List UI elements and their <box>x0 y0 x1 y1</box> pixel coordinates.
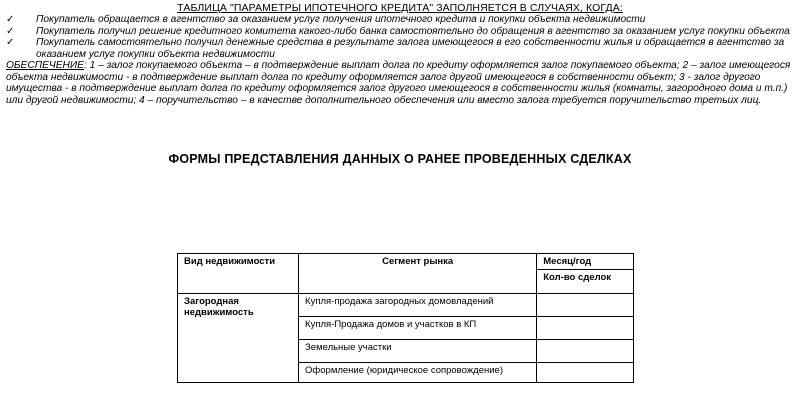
segment-cell: Земельные участки <box>299 340 537 363</box>
deals-table <box>177 253 634 383</box>
segment-cell: Купля-Продажа домов и участков в КП <box>299 317 537 340</box>
segment-cell: Оформление (юридическое сопровождение) <box>299 363 537 383</box>
case-text: Покупатель получил решение кредитного комитета какого-либо банка самостоятельно до обращения в агентство за оказанием услуг покупки объекта <box>36 25 790 37</box>
security-paragraph <box>6 60 794 106</box>
count-cell <box>537 363 634 383</box>
header-market-segment: Сегмент рынка <box>299 254 537 294</box>
count-cell <box>537 294 634 317</box>
header-property-type: Вид недвижимости <box>178 254 299 294</box>
header-deal-count: Кол-во сделок <box>537 270 634 294</box>
security-text: : 1 – залог покупаемого объекта – в подтверждение выплат долга по кредиту оформляется залог покупаемого объекта; 2 – залог имеющегося объекта недвижимости - в подтверждение выплат долга по кредиту оформляется залог другой имеющегося в собственности объект; 3 - залог другого имущества - в подтверждение выплат долга по кредиту оформляется залог другого имеющегося в собственности жилья (комнаты, загородного дома и т.п.) или другой недвижимости; 4 – поручительство – в качестве дополнительного обеспечения или вместо залога требуется поручительство третьих лиц. <box>6 60 791 106</box>
header-month-year: Месяц/год <box>537 254 634 270</box>
case-text: Покупатель обращается в агентство за оказанием услуг получения ипотечного кредита и покупки объекта недвижимости <box>36 14 646 25</box>
document-body <box>6 2 794 106</box>
case-text: Покупатель самостоятельно получил денежные средства в результате залога имеющегося в его собственности жилья и обращается в агентство за оказанием услуг покупки объекта недвижимости <box>36 37 785 60</box>
list-item <box>6 37 794 60</box>
cases-list <box>6 14 794 60</box>
parameters-heading: ТАБЛИЦА "ПАРАМЕТРЫ ИПОТЕЧНОГО КРЕДИТА" ЗАПОЛНЯЕТСЯ В СЛУЧАЯХ, КОГДА: <box>177 2 623 14</box>
list-item <box>6 14 794 26</box>
checkmark-icon: ✓ <box>6 37 15 48</box>
security-label: ОБЕСПЕЧЕНИЕ <box>6 60 84 71</box>
count-cell <box>537 317 634 340</box>
table-header-row <box>178 254 634 270</box>
category-cell: Загородная недвижимость <box>178 294 299 383</box>
checkmark-icon: ✓ <box>6 25 15 37</box>
forms-title: ФОРМЫ ПРЕДСТАВЛЕНИЯ ДАННЫХ О РАНЕЕ ПРОВЕДЕННЫХ СДЕЛКАХ <box>168 152 632 166</box>
segment-cell: Купля-продажа загородных домовладений <box>299 294 537 317</box>
list-item <box>6 26 794 38</box>
checkmark-icon: ✓ <box>6 14 15 25</box>
count-cell <box>537 340 634 363</box>
table-row <box>178 294 634 317</box>
